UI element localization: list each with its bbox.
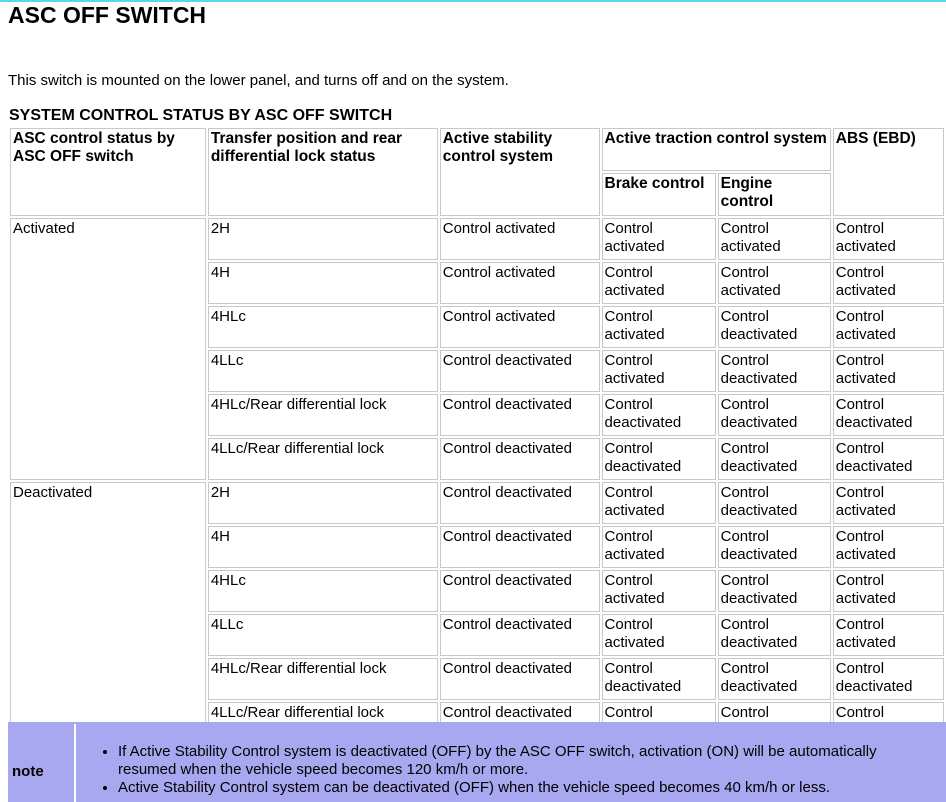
cell-engine: Control deactivated — [718, 482, 831, 524]
cell-abs: Control deactivated — [833, 658, 944, 700]
note-divider — [74, 724, 76, 802]
table-row — [10, 482, 944, 524]
cell-engine: Control deactivated — [718, 394, 831, 436]
cell-stability: Control activated — [440, 262, 600, 304]
cell-abs: Control activated — [833, 614, 944, 656]
cell-engine: Control deactivated — [718, 658, 831, 700]
header-transfer: Transfer position and rear differential lock status — [208, 128, 438, 216]
cell-transfer: 4H — [208, 526, 438, 568]
cell-stability: Control deactivated — [440, 482, 600, 524]
cell-stability: Control deactivated — [440, 394, 600, 436]
status-table — [8, 126, 946, 746]
table-header-row — [10, 128, 944, 171]
cell-abs: Control activated — [833, 482, 944, 524]
cell-transfer: 4LLc — [208, 350, 438, 392]
cell-brake: Control — [602, 702, 716, 744]
cell-engine: Control deactivated — [718, 614, 831, 656]
cell-transfer: 4HLc — [208, 570, 438, 612]
table-row — [10, 218, 944, 260]
header-engine: Engine control — [718, 173, 831, 216]
cell-stability: Control deactivated — [440, 570, 600, 612]
cell-stability: Control deactivated — [440, 614, 600, 656]
cell-abs: Control activated — [833, 218, 944, 260]
cell-transfer: 4H — [208, 262, 438, 304]
header-traction: Active traction control system — [602, 128, 831, 171]
cell-engine: Control deactivated — [718, 570, 831, 612]
cell-brake: Control activated — [602, 526, 716, 568]
table-caption: SYSTEM CONTROL STATUS BY ASC OFF SWITCH — [9, 107, 393, 124]
cell-stability: Control deactivated — [440, 526, 600, 568]
cell-brake: Control activated — [602, 262, 716, 304]
cell-transfer: 4LLc/Rear differential lock — [208, 702, 438, 744]
cell-brake: Control deactivated — [602, 438, 716, 480]
intro-text: This switch is mounted on the lower panel, and turns off and on the system. — [8, 72, 509, 89]
cell-abs: Control activated — [833, 350, 944, 392]
note-label: note — [12, 763, 44, 780]
cell-transfer: 2H — [208, 482, 438, 524]
cell-transfer: 4HLc/Rear differential lock — [208, 394, 438, 436]
cell-abs: Control — [833, 702, 944, 744]
note-box — [8, 722, 946, 802]
page-title: ASC OFF SWITCH — [8, 2, 207, 28]
cell-abs: Control deactivated — [833, 394, 944, 436]
cell-engine: Control activated — [718, 262, 831, 304]
cell-transfer: 4HLc — [208, 306, 438, 348]
cell-transfer: 4LLc/Rear differential lock — [208, 438, 438, 480]
note-list — [100, 743, 938, 797]
cell-abs: Control deactivated — [833, 438, 944, 480]
cell-stability: Control deactivated — [440, 658, 600, 700]
cell-stability: Control activated — [440, 306, 600, 348]
table-body — [10, 218, 944, 744]
cell-engine: Control deactivated — [718, 438, 831, 480]
note-item: • If Active Stability Control system is deactivated (OFF) by the ASC OFF switch, activation (ON) will be automatically resumed when the vehicle speed becomes 120 km/h or more. — [118, 743, 938, 779]
cell-engine: Control deactivated — [718, 306, 831, 348]
cell-stability: Control deactivated — [440, 438, 600, 480]
header-abs: ABS (EBD) — [833, 128, 944, 216]
cell-brake: Control activated — [602, 306, 716, 348]
cell-brake: Control deactivated — [602, 394, 716, 436]
cell-asc-status: Activated — [10, 218, 206, 480]
cell-brake: Control deactivated — [602, 658, 716, 700]
cell-abs: Control activated — [833, 570, 944, 612]
cell-brake: Control activated — [602, 482, 716, 524]
header-brake: Brake control — [602, 173, 716, 216]
cell-engine: Control deactivated — [718, 526, 831, 568]
cell-transfer: 4LLc — [208, 614, 438, 656]
cell-brake: Control activated — [602, 218, 716, 260]
cell-stability: Control activated — [440, 218, 600, 260]
cell-brake: Control activated — [602, 614, 716, 656]
cell-transfer: 4HLc/Rear differential lock — [208, 658, 438, 700]
cell-transfer: 2H — [208, 218, 438, 260]
cell-stability: Control deactivated — [440, 702, 600, 744]
cell-engine: Control activated — [718, 218, 831, 260]
cell-brake: Control activated — [602, 350, 716, 392]
cell-stability: Control deactivated — [440, 350, 600, 392]
cell-engine: Control — [718, 702, 831, 744]
cell-engine: Control deactivated — [718, 350, 831, 392]
cell-abs: Control activated — [833, 306, 944, 348]
cell-abs: Control activated — [833, 262, 944, 304]
cell-brake: Control activated — [602, 570, 716, 612]
header-stability: Active stability control system — [440, 128, 600, 216]
note-item: • Active Stability Control system can be deactivated (OFF) when the vehicle speed becomes 40 km/h or less. — [118, 779, 938, 797]
header-asc-status: ASC control status by ASC OFF switch — [10, 128, 206, 216]
cell-asc-status: Deactivated — [10, 482, 206, 744]
cell-abs: Control activated — [833, 526, 944, 568]
